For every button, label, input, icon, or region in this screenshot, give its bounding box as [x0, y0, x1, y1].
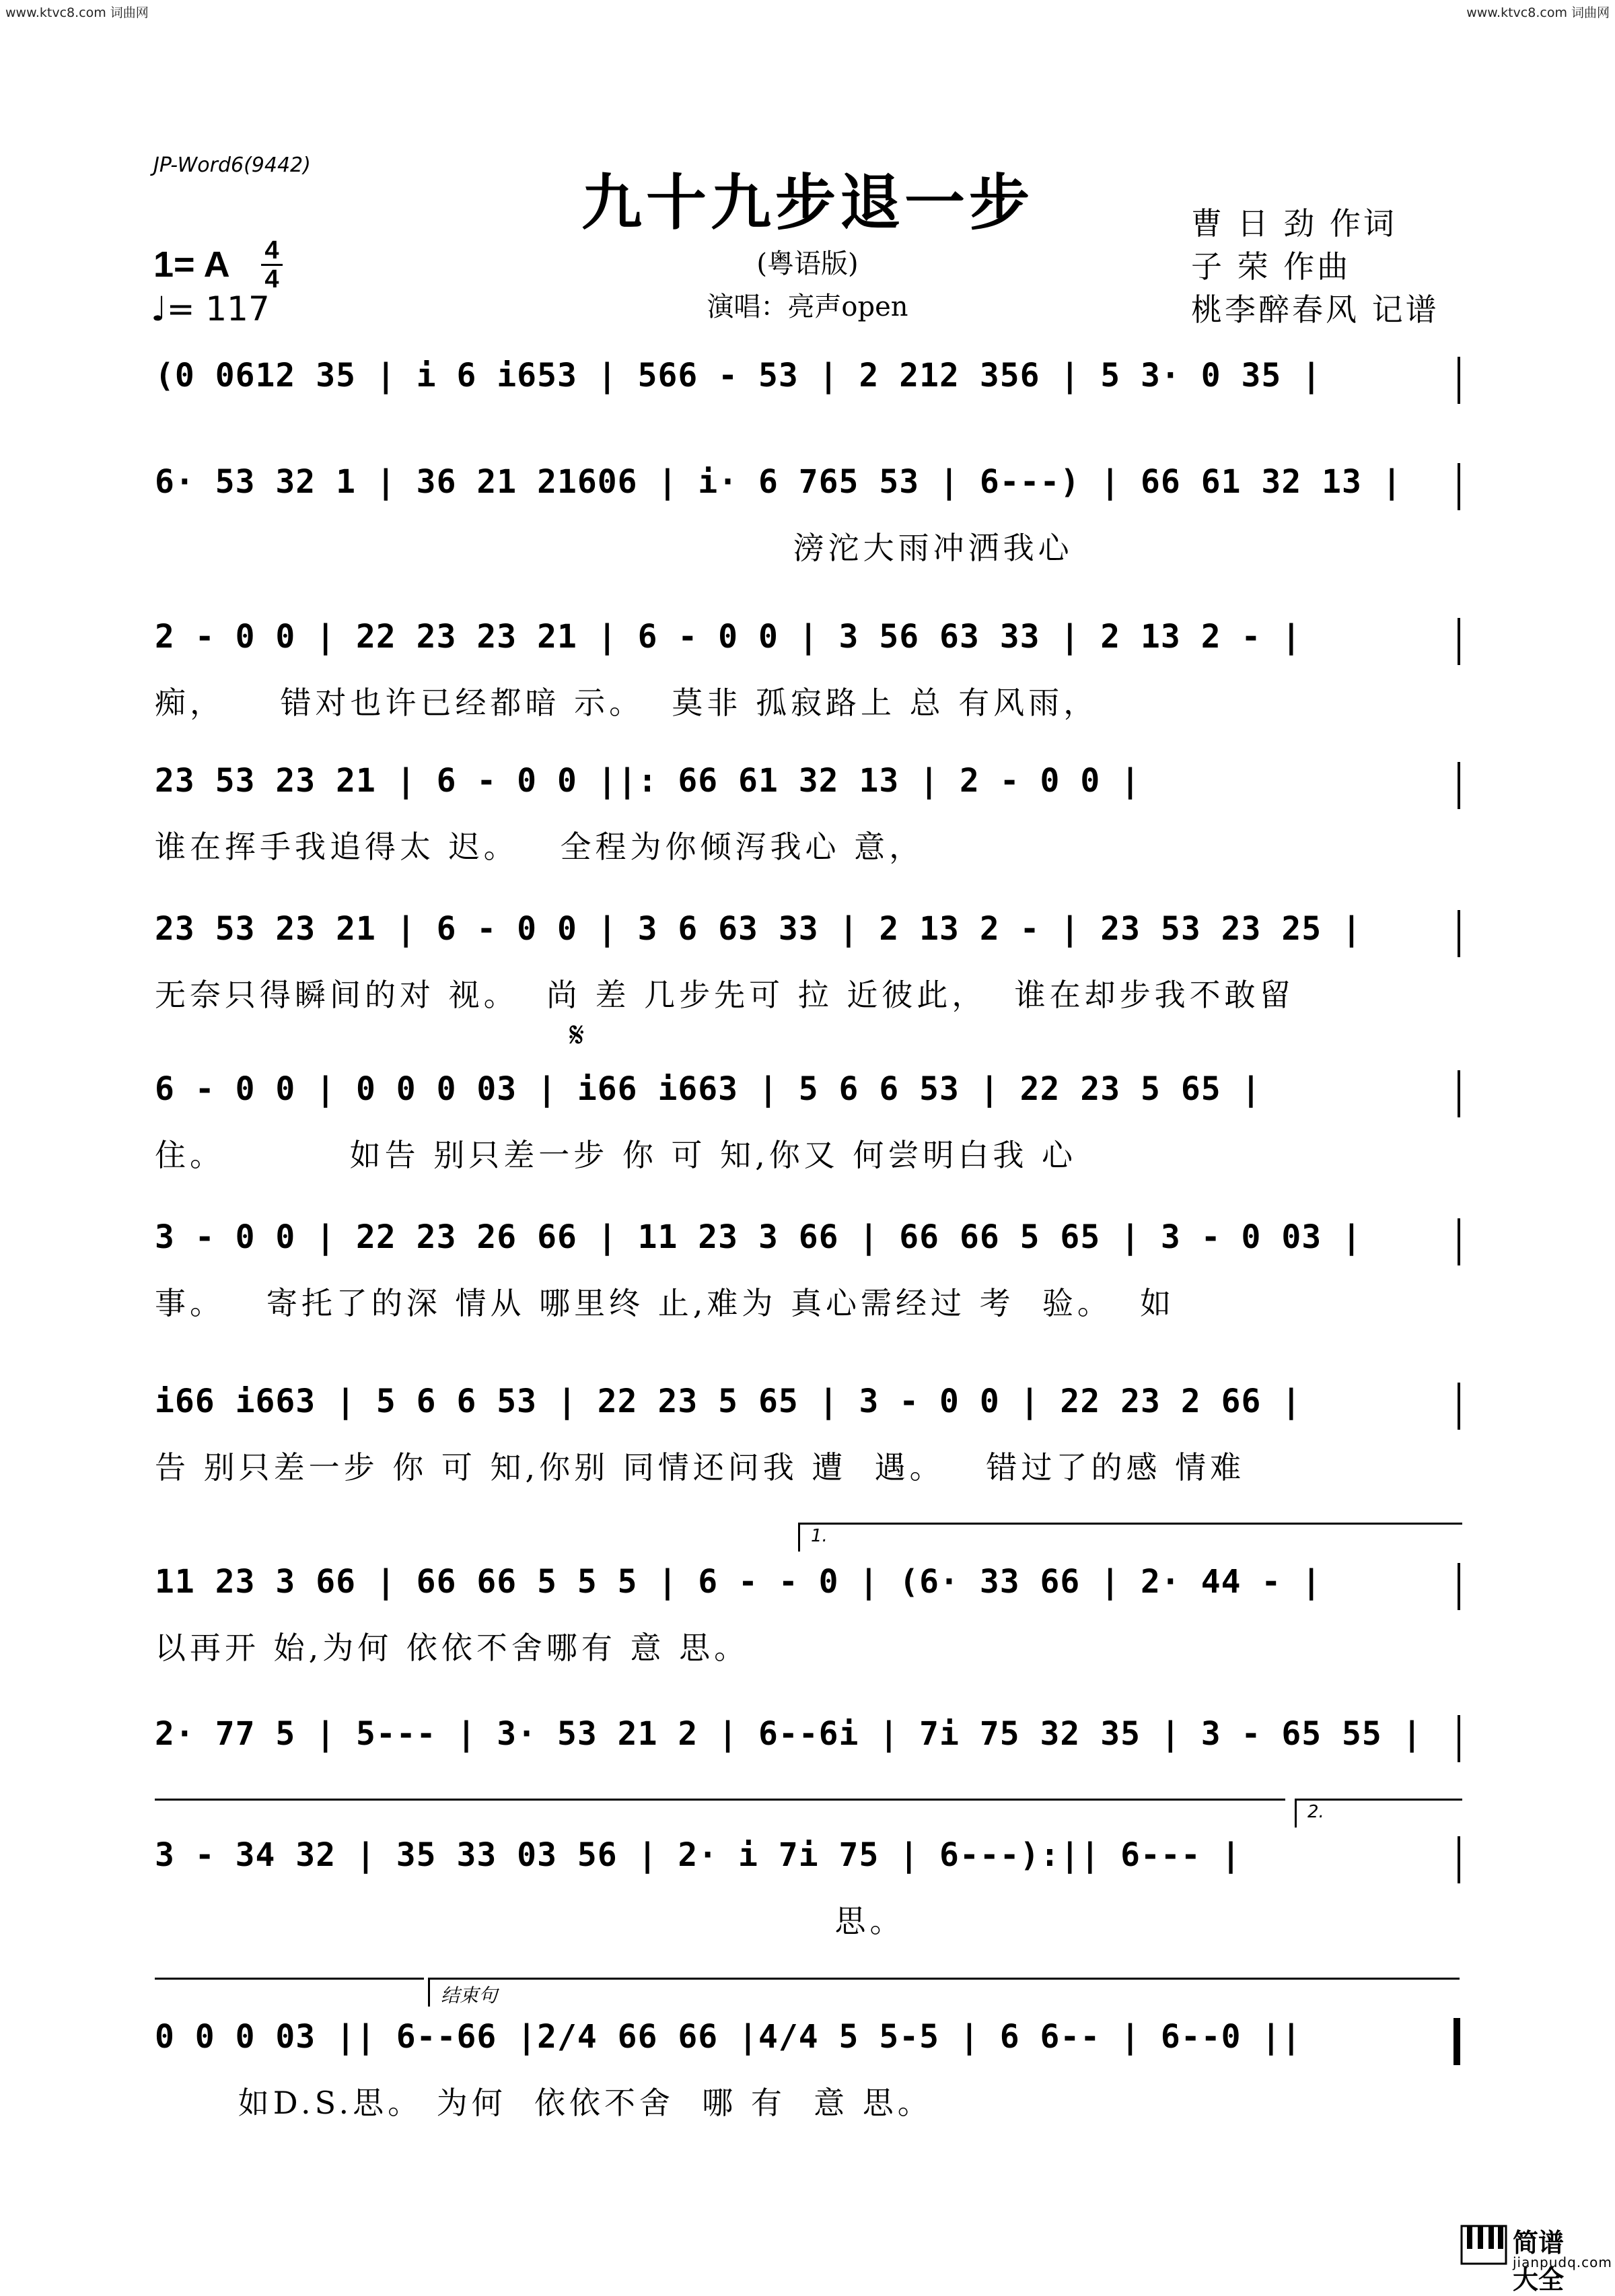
score-system-12: [155, 2018, 1460, 2121]
system-end-barline: [1458, 463, 1460, 510]
first-ending-label: 1.: [811, 1526, 828, 1546]
singer-label: 演唱：亮声open: [707, 291, 908, 322]
lyrics-line: 以再开 始,为何 依依不舍哪有 意 思。: [155, 1630, 750, 1666]
notation-line: 6 - 0 0 | 0 0 0 03 | i66 i663 | 5 6 6 53 | 22 23 5 65 |: [155, 1070, 1262, 1108]
score-system-9: [155, 1563, 1460, 1666]
system-end-barline: [1458, 1383, 1460, 1430]
notation-line: 23 53 23 21 | 6 - 0 0 | 3 6 63 33 | 2 13 2 - | 23 53 23 25 |: [155, 910, 1362, 948]
logo-url: jianpudq.com: [1513, 2254, 1612, 2270]
notation-line: 2 - 0 0 | 22 23 23 21 | 6 - 0 0 | 3 56 63 33 | 2 13 2 - |: [155, 618, 1302, 656]
segno-sign: 𝄋: [569, 1015, 585, 1055]
score-system-1: [155, 357, 1460, 411]
score-system-3: [155, 618, 1460, 721]
second-ending-bracket: [1295, 1799, 1462, 1828]
score-system-4: [155, 762, 1460, 865]
lyrics-line: 住。 如告 别只差一步 你 可 知,你又 何尝明白我 心: [155, 1137, 1077, 1173]
time-signature: [258, 237, 285, 293]
composer-credit: 子 荣 作曲: [1191, 248, 1351, 285]
system-end-barline: [1458, 1218, 1460, 1265]
lyricist-credit: 曹 日 劲 作词: [1191, 205, 1397, 242]
system-end-barline: [1458, 1836, 1460, 1883]
system-end-barline: [1458, 762, 1460, 809]
notation-line: 6· 53 32 1 | 36 21 21606 | i· 6 765 53 | 6---) | 66 61 32 13 |: [155, 463, 1402, 501]
version-label: (粤语版): [756, 248, 859, 279]
score-system-7: [155, 1218, 1460, 1321]
lyrics-line: 思。: [155, 1903, 905, 1939]
system-end-barline: [1458, 618, 1460, 665]
system-end-barline: [1458, 910, 1460, 957]
notation-line: 0 0 0 03 || 6--66 |2/4 66 66 |4/4 5 5-5 | 6 6-- | 6--0 ||: [155, 2018, 1302, 2056]
software-label: JP-Word6(9442): [153, 153, 311, 177]
notation-line: i66 i663 | 5 6 6 53 | 22 23 5 65 | 3 - 0 0 | 22 23 2 66 |: [155, 1383, 1302, 1420]
first-ending-bracket: [798, 1523, 1462, 1552]
piano-keys-icon: [1460, 2225, 1507, 2265]
lyrics-line: 痴， 错对也许已经都暗 示。 莫非 孤寂路上 总 有风雨，: [155, 685, 1099, 721]
score-system-6: [155, 1070, 1460, 1173]
song-title: 九十九步退一步: [581, 167, 1034, 238]
tempo-mark: ♩= 117: [151, 289, 270, 328]
lyrics-line: 事。 寄托了的深 情从 哪里终 止,难为 真心需经过 考 验。 如: [155, 1285, 1176, 1321]
system-end-barline: [1458, 1715, 1460, 1762]
site-logo: [1460, 2221, 1612, 2295]
logo-name: 简谱大全: [1513, 2228, 1565, 2295]
notation-line: 3 - 0 0 | 22 23 26 66 | 11 23 3 66 | 66 66 5 65 | 3 - 0 03 |: [155, 1218, 1362, 1256]
score-system-8: [155, 1383, 1460, 1486]
top-right-watermark: www.ktvc8.com 词曲网: [1466, 5, 1610, 20]
notation-line: 23 53 23 21 | 6 - 0 0 ||: 66 61 32 13 | 2 - 0 0 |: [155, 762, 1141, 800]
lyrics-line: 告 别只差一步 你 可 知,你别 同情还问我 遭 遇。 错过了的感 情难: [155, 1449, 1246, 1486]
lyrics-line: 滂沱大雨冲洒我心: [155, 530, 1073, 566]
score-system-10: [155, 1715, 1460, 1769]
lyrics-line: 如D.S.思。 为何 依依不舍 哪 有 意 思。: [155, 2085, 933, 2121]
second-ending-label: 2.: [1307, 1802, 1324, 1822]
notation-line: (0 0612 35 | i 6 i653 | 566 - 53 | 2 212 356 | 5 3· 0 35 |: [155, 357, 1322, 394]
lyrics-line: 谁在挥手我追得太 迟。 全程为你倾泻我心 意，: [155, 829, 925, 865]
repeat-continuation-line: [155, 1799, 1285, 1801]
ending-phrase-bracket: [428, 1978, 1460, 2007]
system-end-barline: [1458, 1070, 1460, 1117]
coda-continuation-line: [155, 1978, 424, 1980]
notation-line: 11 23 3 66 | 66 66 5 5 5 | 6 - - 0 | (6· 33 66 | 2· 44 - |: [155, 1563, 1322, 1601]
final-barline: [1454, 2018, 1460, 2065]
ending-phrase-label: 结束句: [441, 1984, 498, 2007]
notation-line: 2· 77 5 | 5--- | 3· 53 21 2 | 6--6i | 7i 75 32 35 | 3 - 65 55 |: [155, 1715, 1423, 1753]
system-end-barline: [1458, 357, 1460, 404]
score-system-11: [155, 1836, 1460, 1939]
system-end-barline: [1458, 1563, 1460, 1610]
key-signature: 1= A: [153, 244, 230, 285]
time-signature-bottom: 4: [264, 265, 279, 293]
top-left-watermark: www.ktvc8.com 词曲网: [5, 5, 149, 20]
score-system-5: [155, 910, 1460, 1013]
score-system-2: [155, 463, 1460, 566]
notation-line: 3 - 34 32 | 35 33 03 56 | 2· i 7i 75 | 6---):|| 6--- |: [155, 1836, 1242, 1874]
lyrics-line: 无奈只得瞬间的对 视。 尚 差 几步先可 拉 近彼此， 谁在却步我不敢留: [155, 977, 1295, 1013]
time-signature-top: 4: [264, 236, 279, 265]
transcriber-credit: 桃李醉春风 记谱: [1191, 291, 1439, 328]
